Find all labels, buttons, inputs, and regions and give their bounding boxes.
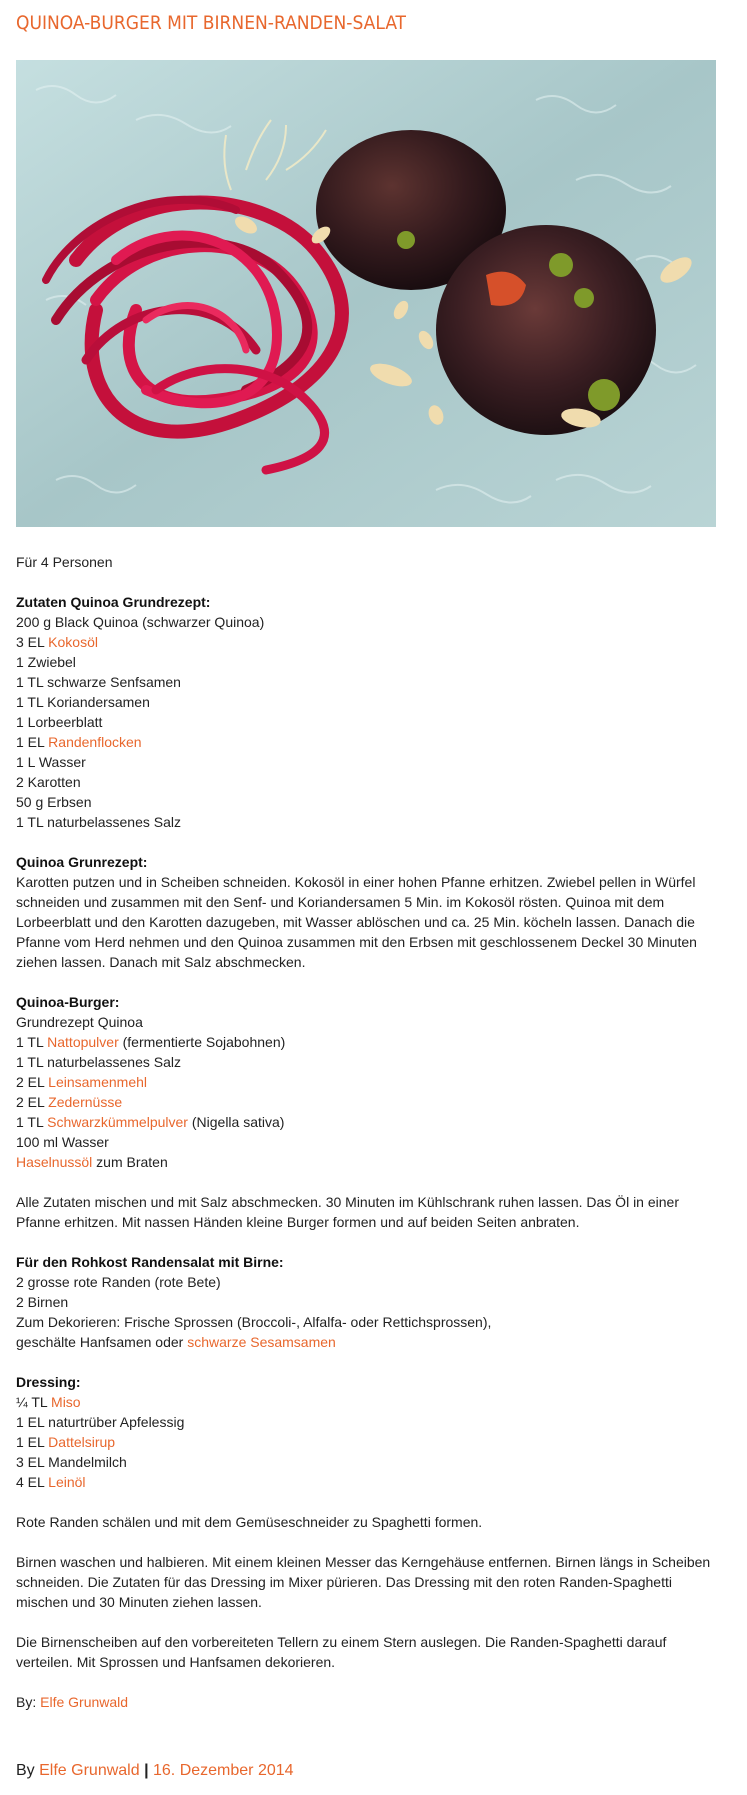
ingredient-line — [16, 734, 142, 750]
ingredient-text: 1 TL — [16, 1034, 48, 1050]
author-link[interactable]: Elfe Grunwald — [40, 1694, 129, 1710]
ingredient-text: 1 TL schwarze Senfsamen — [16, 674, 181, 690]
ingredient-line — [16, 1454, 127, 1470]
ingredient-line — [16, 1274, 221, 1290]
ingredient-text: 1 Lorbeerblatt — [16, 714, 103, 730]
article-title: QUINOA-BURGER MIT BIRNEN-RANDEN-SALAT — [16, 12, 406, 34]
ingredient-note: (fermentierte Sojabohnen) — [118, 1034, 286, 1050]
ingredient-line — [16, 814, 181, 830]
byline-prefix: By — [16, 1762, 40, 1779]
ingredient-link[interactable]: Randenflocken — [48, 734, 142, 750]
ingredient-line — [16, 1394, 81, 1410]
ingredient-text: 1 EL — [16, 1434, 49, 1450]
ingredient-text: 1 TL naturbelassenes Salz — [16, 814, 181, 830]
ingredient-text: 1 Zwiebel — [16, 654, 76, 670]
ingredient-line — [16, 674, 181, 690]
ingredient-link[interactable]: Leinöl — [48, 1474, 86, 1490]
ingredients-dressing — [16, 1372, 716, 1492]
ingredient-note: (Nigella sativa) — [187, 1114, 285, 1130]
method-text: Karotten putzen und in Scheiben schneiden. Kokosöl in einer hohen Pfanne erhitzen. Zwiebel pellen in Würfel schneiden und zusammen mit den Senf- und Koriandersamen 5 Min. im Kokosöl rösten. Quinoa mit dem Lorbeerblatt und den Karotten dazugeben, mit Wasser ablöschen und ca. 25 Min. köcheln lassen. Danach die Pfanne vom Herd nehmen und den Quinoa zusammen mit den Erbsen mit geschlossenem Deckel 30 Minuten ziehen lassen. Danach mit Salz abschmecken. — [16, 874, 697, 970]
ingredient-text: 1 L Wasser — [16, 754, 86, 770]
ingredient-text: 100 ml Wasser — [16, 1134, 109, 1150]
ingredient-text: 3 EL — [16, 634, 49, 650]
ingredient-link[interactable]: Miso — [51, 1394, 81, 1410]
recipe-photo — [16, 60, 716, 527]
ingredient-text: 1 TL — [16, 1114, 48, 1130]
ingredient-line — [16, 1334, 336, 1350]
ingredient-text: 200 g Black Quinoa (schwarzer Quinoa) — [16, 614, 265, 630]
ingredient-line — [16, 1474, 86, 1490]
ingredient-line — [16, 1154, 168, 1170]
ingredients-salad — [16, 1252, 716, 1352]
ingredient-link[interactable]: Haselnussöl — [16, 1154, 93, 1170]
ingredient-text: 1 EL — [16, 734, 49, 750]
ingredient-text: 1 EL naturtrüber Apfelessig — [16, 1414, 185, 1430]
recipe-body — [16, 552, 716, 1732]
ingredient-line — [16, 1314, 491, 1330]
ingredient-link[interactable]: Zedernüsse — [48, 1094, 123, 1110]
ingredient-line — [16, 1014, 143, 1030]
ingredients-basic — [16, 592, 716, 832]
ingredient-text: 2 EL — [16, 1094, 49, 1110]
ingredient-line — [16, 1074, 147, 1090]
credit-label: By: — [16, 1694, 41, 1710]
ingredient-link[interactable]: Schwarzkümmelpulver — [47, 1114, 188, 1130]
ingredient-text: 2 Birnen — [16, 1294, 69, 1310]
ingredient-line — [16, 1434, 115, 1450]
ingredient-line — [16, 1114, 284, 1130]
section-heading: Quinoa-Burger: — [16, 994, 120, 1010]
method-burger: Alle Zutaten mischen und mit Salz abschmecken. 30 Minuten im Kühlschrank ruhen lassen. Das Öl in einer Pfanne erhitzen. Mit nassen Händen kleine Burger formen und auf beiden Seiten anbraten. — [16, 1194, 679, 1230]
ingredient-line — [16, 774, 81, 790]
ingredient-text: ¼ TL — [16, 1394, 52, 1410]
ingredient-text: 2 Karotten — [16, 774, 81, 790]
ingredient-text: geschälte Hanfsamen oder — [16, 1334, 188, 1350]
ingredient-link[interactable]: Dattelsirup — [48, 1434, 116, 1450]
step-3: Die Birnenscheiben auf den vorbereiteten Tellern zu einem Stern auslegen. Die Randen-Spaghetti darauf verteilen. Mit Sprossen und Hanfsamen dekorieren. — [16, 1634, 667, 1670]
servings: Für 4 Personen — [16, 554, 113, 570]
ingredient-text: 1 TL naturbelassenes Salz — [16, 1054, 181, 1070]
byline-author-link[interactable]: Elfe Grunwald — [39, 1762, 140, 1779]
section-heading: Für den Rohkost Randensalat mit Birne: — [16, 1254, 284, 1270]
step-1: Rote Randen schälen und mit dem Gemüseschneider zu Spaghetti formen. — [16, 1514, 483, 1530]
ingredient-line — [16, 1034, 285, 1050]
ingredient-line — [16, 1414, 184, 1430]
post-byline — [16, 1760, 294, 1782]
ingredient-line — [16, 1134, 109, 1150]
ingredient-line — [16, 694, 150, 710]
ingredient-line — [16, 634, 98, 650]
ingredient-text: 50 g Erbsen — [16, 794, 92, 810]
ingredient-text: 2 grosse rote Randen (rote Bete) — [16, 1274, 221, 1290]
byline-date-link[interactable]: 16. Dezember 2014 — [153, 1762, 294, 1779]
method-basic — [16, 852, 716, 972]
section-heading: Dressing: — [16, 1374, 81, 1390]
ingredient-text: Grundrezept Quinoa — [16, 1014, 143, 1030]
ingredient-line — [16, 1054, 181, 1070]
ingredients-burger — [16, 992, 716, 1172]
ingredient-link[interactable]: schwarze Sesamsamen — [187, 1334, 336, 1350]
author-credit — [16, 1692, 716, 1712]
ingredient-text: 2 EL — [16, 1074, 49, 1090]
ingredient-text: Zum Dekorieren: Frische Sprossen (Broccoli-, Alfalfa- oder Rettichsprossen), — [16, 1314, 492, 1330]
ingredient-line — [16, 754, 86, 770]
ingredient-text: 1 TL Koriandersamen — [16, 694, 150, 710]
ingredient-link[interactable]: Leinsamenmehl — [48, 1074, 148, 1090]
ingredient-line — [16, 614, 264, 630]
ingredient-link[interactable]: Kokosöl — [48, 634, 98, 650]
ingredient-line — [16, 654, 76, 670]
ingredient-line — [16, 1094, 122, 1110]
ingredient-line — [16, 794, 92, 810]
section-heading: Quinoa Grunrezept: — [16, 854, 148, 870]
ingredient-text: 4 EL — [16, 1474, 49, 1490]
section-heading: Zutaten Quinoa Grundrezept: — [16, 594, 211, 610]
ingredient-line — [16, 714, 102, 730]
byline-separator: | — [139, 1762, 153, 1779]
ingredient-text: 3 EL Mandelmilch — [16, 1454, 127, 1470]
ingredient-note: zum Braten — [92, 1154, 168, 1170]
ingredient-link[interactable]: Nattopulver — [47, 1034, 119, 1050]
step-2: Birnen waschen und halbieren. Mit einem kleinen Messer das Kerngehäuse entfernen. Birnen längs in Scheiben schneiden. Die Zutaten für das Dressing im Mixer pürieren. Das Dressing mit den roten Randen-Spaghetti mischen und 30 Minuten ziehen lassen. — [16, 1554, 711, 1610]
ingredient-line — [16, 1294, 68, 1310]
